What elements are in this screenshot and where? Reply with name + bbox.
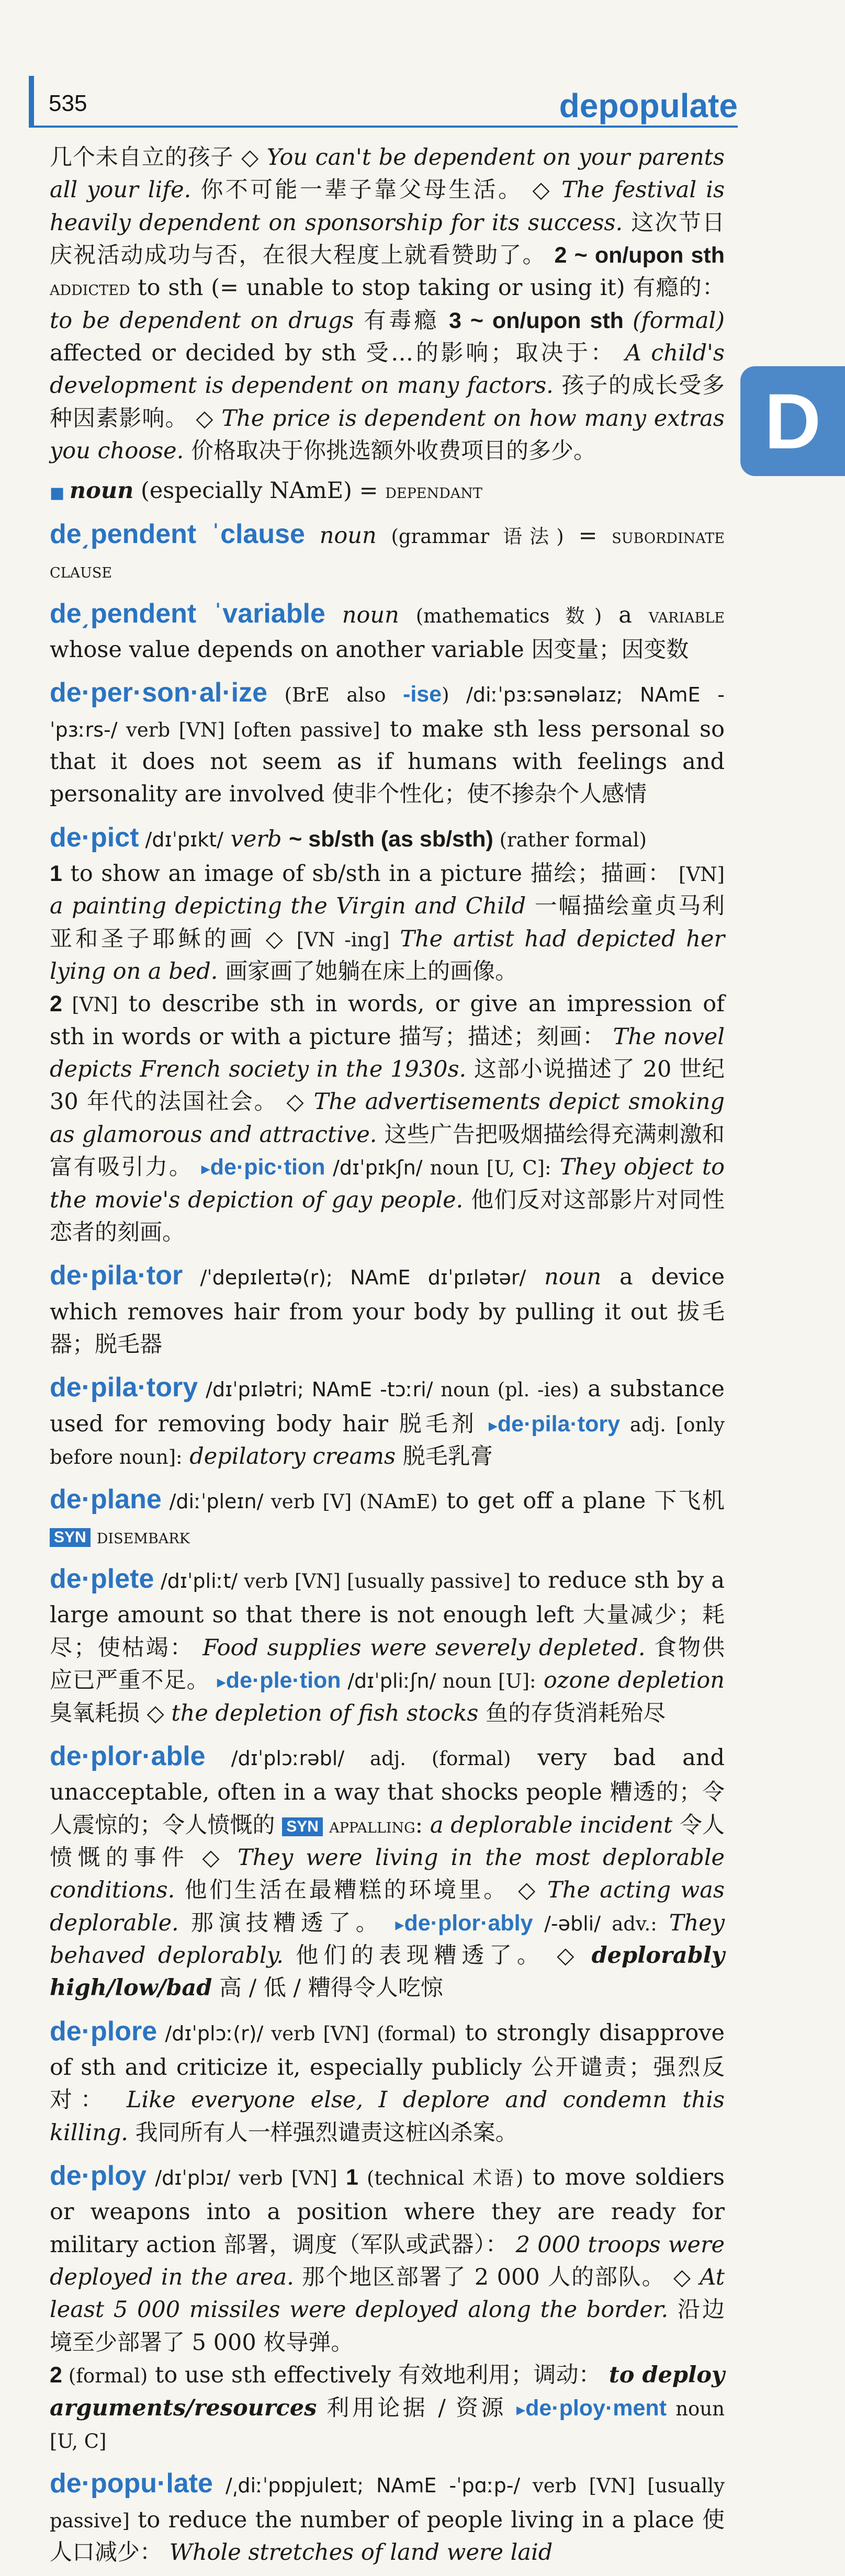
translation: 画家画了她躺在床上的画像。 [218,958,518,985]
example: the depletion of fish stocks [171,1700,479,1726]
translation: 一幅描绘童贞马利亚和圣子耶稣的画 ◇ [50,893,725,952]
example: The artist had depicted her lying on a bed. [50,925,725,985]
grammar-label: verb [VN] [230,2167,337,2190]
headword: de·pila·tory [50,1372,198,1403]
subject-label: (mathematics 数) [415,604,602,627]
derivative-word: de·pic·tion [210,1155,325,1180]
example: Whole stretches of land were laid [162,2539,553,2566]
example: depilatory creams [182,1443,396,1470]
translation: 高 / 低 / 糟得令人吃惊 [212,1975,443,2002]
definition: to get off a plane 下飞机 [437,1488,725,1515]
entry-depilatory [50,1368,725,1473]
pronunciation: /diːˈpɜːsənəlaɪz; NAmE -ˈpɜːrs-/ [50,683,725,741]
grammar-label: adv.: [601,1912,657,1935]
definition: to describe sth in words, or give an impression of sth in words or with a picture 描写；描述；刻画： [50,991,725,1050]
translation: 有毒瘾 [354,307,449,334]
definition: affected or decided by sth 受…的影响；取决于： [50,340,616,367]
translation: 臭氧耗损 ◇ [50,1700,172,1726]
grammar-label: noun (pl. -ies) [433,1379,579,1402]
subject-label: (technical 术语) [358,2167,524,2190]
synonym: disembark [90,1524,190,1548]
derivative-arrow-icon: ▸ [488,1415,498,1436]
grammar-label: verb [VN] [usually passive] [238,1570,511,1593]
entry-text: 几个未自立的孩子 ◇ [50,144,267,171]
derivative-arrow-icon: ▸ [516,2399,526,2420]
pronunciation: /dɪˈpɪkʃn/ [325,1156,423,1180]
entry-depilator [50,1256,725,1361]
derivative-arrow-icon: ▸ [395,1914,404,1935]
pronunciation: /dɪˈpɪlətri; NAmE -tɔːri/ [198,1378,433,1402]
grammar-label: adj. (formal) [344,1747,511,1770]
translation: 他们反对这部影片对同性恋者的刻画。 [50,1187,725,1246]
entry-deploy [50,2156,725,2457]
variant-note: ) [442,684,467,707]
pronunciation: /dɪˈplɔː(r)/ [157,2021,264,2045]
derivative-word: de·plor·ably [404,1910,533,1936]
page-header [29,76,738,128]
cross-reference: subordinate clause [50,524,725,583]
entry-dependent-continued [50,141,725,467]
punctuation: : [415,1812,423,1838]
example: to deploy arguments/resources [50,2362,725,2421]
derivative-arrow-icon: ▸ [201,1158,210,1180]
example: They were living in the most deplorable conditions. [50,1844,725,1904]
definition: whose value depends on another variable 因变量；因变数 [50,636,689,663]
translation: 利用论据 / 资源 [317,2394,516,2421]
entry-depict [50,818,725,1249]
entry-deplore [50,2012,725,2149]
pronunciation: /diːˈpleɪn/ [161,1490,264,1513]
definition: to show an image of sb/sth in a picture 描绘；描画： [62,861,672,887]
dictionary-column [50,141,725,2576]
synonym-badge: SYN [50,1528,91,1547]
translation: 我同所有人一样强烈谴责这桩凶杀案。 [128,2119,518,2146]
headword: de·pict [50,822,139,853]
entry-depersonalize [50,673,725,810]
example: ozone depletion [536,1667,725,1694]
example: a painting depicting the Virgin and Child [50,893,526,920]
headword: de·plor·able [50,1741,206,1771]
example: Food supplies were severely depleted. [194,1634,646,1661]
sense-number: 2 [50,2363,62,2388]
definition: = [564,522,612,549]
example: to be dependent on drugs [50,307,354,334]
verb-pattern: [VN] [62,993,118,1016]
headword: de·per·son·al·ize [50,677,268,708]
sense-number: 2 [50,991,62,1017]
verb-pattern: [VN -ing] [296,928,390,951]
noun-marker-icon: ■ [50,484,70,503]
definition: to move soldiers or weapons into a position where they are ready for military action 部署，调度（军队或武器）： [50,2164,725,2258]
derivative-word: de·ploy·ment [525,2395,667,2421]
definition: a substance used for removing body hair 脱毛剂 [50,1376,725,1437]
register-label: (rather formal) [493,828,647,851]
cross-reference: addicted [50,277,130,300]
pronunciation: /-əbli/ [533,1912,601,1935]
sense-number: 2 [554,243,567,268]
translation: 这部小说描述了 20 世纪 30 年代的法国社会。 ◇ [50,1056,725,1115]
pronunciation: /dɪˈplɔɪ/ [146,2166,231,2190]
translation: 他们生活在最糟糕的环境里。 ◇ [175,1877,548,1904]
definition: a [602,602,649,628]
entry-dependent-noun [50,474,725,507]
entry-dependent-clause [50,515,725,587]
definition: to make sth less personal so that it does not seem as if humans with feelings and personality are involved 使非个性化；使不掺杂个人感情 [50,716,725,808]
register-label: (formal) [62,2365,148,2388]
sense-number: 3 [448,308,461,333]
definition: to reduce the number of people living in a place 使人口减少： [50,2506,725,2566]
translation: 你不可能一辈子靠父母生活。 ◇ [191,177,562,204]
example: The advertisements depict smoking as glamorous and attractive. [50,1089,725,1148]
pos-label: noun [69,478,134,504]
headword: de·ploy [50,2161,147,2191]
translation: 食物供应已严重不足。 [50,1634,725,1694]
example: 2 000 troops were deployed in the area. [50,2231,725,2291]
register-label: (formal) [632,307,725,334]
definition: to strongly disapprove of sth and criticize it, especially publicly 公开谴责；强烈反对： [50,2019,725,2114]
translation: 这些广告把吸烟描绘得充满刺激和富有吸引力。 [50,1121,725,1181]
entry-deplete [50,1560,725,1730]
grammar-label: noun [526,1264,602,1291]
grammar-label: noun [U, C]: [422,1157,551,1180]
pronunciation: /dɪˈpɪkt/ [139,828,223,851]
example: You can't be dependent on your parents all your life. [50,144,725,204]
synonym: appalling [322,1814,415,1837]
running-head: depopulate [559,87,738,125]
entry-deplorable [50,1737,725,2005]
pronunciation: /͵diːˈpɒpjuleɪt; NAmE -ˈpɑːp-/ [212,2474,521,2498]
headword: de͵pendent ˈvariable [50,598,325,629]
example: Like everyone else, I deplore and condemn this killing. [50,2087,725,2146]
pattern: ~ on/upon sth [567,243,725,268]
example: They object to the movie's depiction of gay people. [50,1154,725,1213]
grammar-label: verb [223,826,289,852]
variant-spelling: -ise [403,682,442,707]
example: deplorably high/low/bad [50,1942,725,2002]
translation: 鱼的存货消耗殆尽 [478,1700,666,1726]
derivative-word: de·pila·tory [497,1411,621,1437]
grammar-label: noun [325,602,416,628]
translation: 价格取决于你挑选额外收费项目的多少。 [184,438,596,465]
translation: 沿边境至少部署了 5 000 枚导弹。 [50,2297,725,2356]
sense-number: 1 [337,2165,358,2190]
pronunciation: /dɪˈpliːt/ [154,1569,238,1593]
headword: de·plete [50,1564,154,1595]
sense-number: 1 [50,861,62,887]
entry-depopulate [50,2464,725,2569]
verb-pattern: [VN] [671,863,725,886]
headword: de·popu·late [50,2468,213,2499]
example: a deplorable incident [423,1812,673,1838]
translation: 这次节日庆祝活动成功与否，在很大程度上就看赞助了。 [50,209,725,269]
translation: 令人愤慨的事件 ◇ [50,1812,725,1871]
cross-reference: dependant [385,480,482,503]
page-number: 535 [49,91,87,116]
variant-note: (BrE also [267,684,403,707]
translation: 脱毛乳膏 [396,1443,493,1470]
letter-thumb-tab [740,366,845,476]
example: The acting was deplorable. [50,1877,725,1936]
pronunciation: /dɪˈpliːʃn/ [341,1669,436,1693]
translation: 那演技糟透了。 [178,1910,396,1936]
derivative-word: de·ple·tion [226,1668,341,1693]
pattern: ~ sb/sth (as sb/sth) [289,826,493,852]
thumb-tab-letter: D [764,377,821,465]
usage-note: (especially NAmE) = [133,478,386,504]
synonym-badge: SYN [282,1817,323,1836]
cross-reference: variable [648,604,725,627]
definition: to sth (= unable to stop taking or using it) 有瘾的： [130,275,725,301]
pronunciation: /ˈdepɪleɪtə(r); NAmE dɪˈpɪlətər/ [183,1266,526,1290]
grammar-label: noun [U, C] [50,2397,725,2453]
definition: a device which removes hair from your body by pulling it out 拔毛器；脱毛器 [50,1264,725,1358]
translation: 他们的表现糟透了。 ◇ [283,1942,592,1969]
headword: de·plane [50,1484,162,1515]
example: A child's development is dependent on many factors. [50,340,725,399]
entry-dependent-variable [50,594,725,666]
example: The price is dependent on how many extras you choose. [50,405,725,465]
derivative-arrow-icon: ▸ [217,1671,226,1693]
grammar-label: noun [305,522,391,549]
pattern: ~ on/upon sth [461,308,633,333]
pronunciation: /dɪˈplɔːrəbl/ [205,1746,345,1770]
headword: de·pila·tor [50,1260,183,1291]
grammar-label: verb [VN] (formal) [263,2022,456,2045]
headword: de͵pendent ˈclause [50,518,305,549]
grammar-label: noun [U]: [436,1670,536,1693]
headword: de·plore [50,2016,157,2047]
definition: to use sth effectively 有效地利用；调动： [148,2362,601,2389]
definition: to reduce sth by a large amount so that there is not enough left 大量减少；耗尽；使枯竭： [50,1567,725,1661]
definition: very bad and unacceptable, often in a way that shocks people 糟透的；令人震惊的；令人愤慨的 [50,1744,725,1838]
example: They behaved deplorably. [50,1910,725,1969]
entry-deplane [50,1480,725,1552]
translation: 那个地区部署了 2 000 人的部队。 ◇ [294,2264,700,2291]
translation: 孩子的成长受多种因素影响。 ◇ [50,372,725,432]
grammar-label: verb [VN] [often passive] [117,718,380,741]
grammar-label: verb [V] (NAmE) [263,1490,438,1513]
example: The festival is heavily dependent on sponsorship for its success. [50,177,725,236]
grammar-label: verb [VN] [usually passive] [50,2475,725,2532]
grammar-label: adj. [only before noun]: [50,1413,725,1468]
example: At least 5 000 missiles were deployed along the border. [50,2264,725,2323]
subject-label: (grammar 语法) [391,525,564,548]
example: The novel depicts French society in the 1930s. [50,1023,725,1083]
